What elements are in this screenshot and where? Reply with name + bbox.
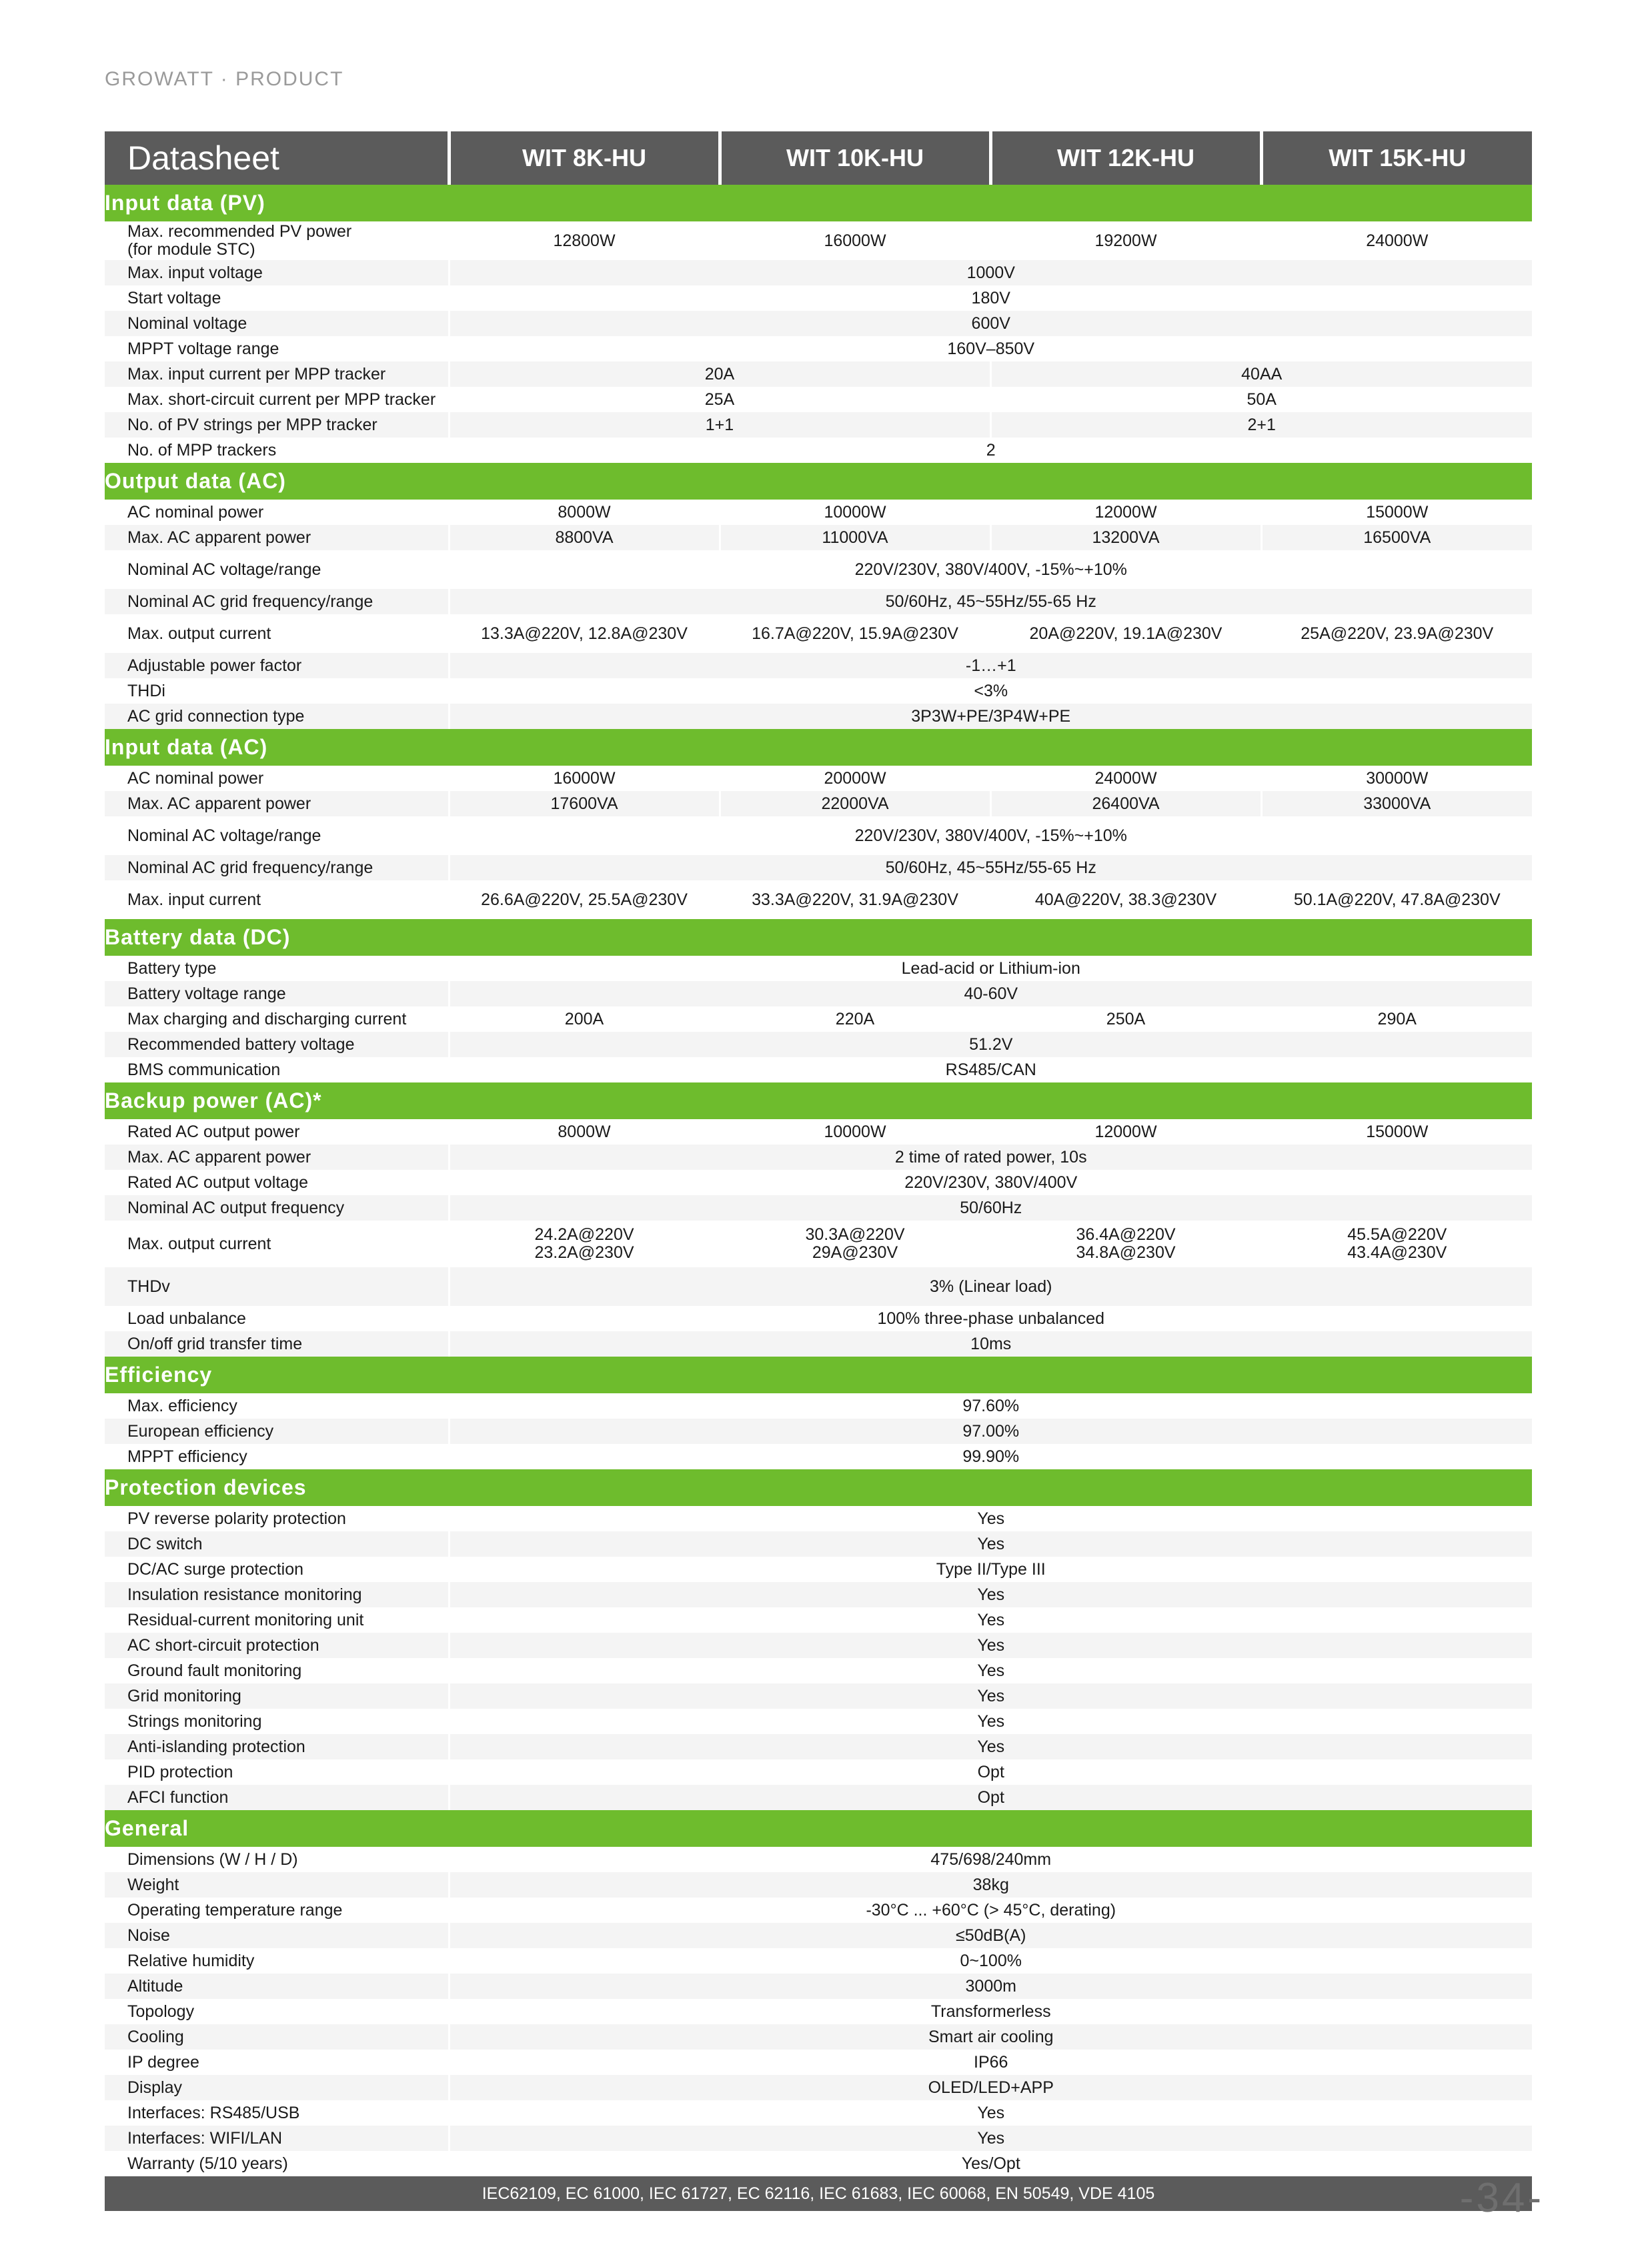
row-label: Nominal AC voltage/range bbox=[105, 816, 449, 855]
row-value: 180V bbox=[449, 285, 1532, 311]
section-title: Battery data (DC) bbox=[105, 919, 1532, 956]
table-row bbox=[105, 2126, 1532, 2151]
row-label: Interfaces: RS485/USB bbox=[105, 2100, 449, 2126]
row-value: 10000W bbox=[720, 500, 990, 525]
table-row bbox=[105, 1267, 1532, 1306]
row-value: 25A bbox=[449, 387, 990, 412]
row-label: Max. efficiency bbox=[105, 1393, 449, 1419]
table-row bbox=[105, 336, 1532, 361]
brand-label: GROWATT · PRODUCT bbox=[105, 68, 344, 90]
row-value: 19200W bbox=[990, 221, 1261, 260]
row-label: AC nominal power bbox=[105, 500, 449, 525]
datasheet-table bbox=[105, 131, 1532, 2211]
row-value: 2 bbox=[449, 438, 1532, 463]
section-backup-power-ac bbox=[105, 1082, 1532, 1357]
row-value: OLED/LED+APP bbox=[449, 2075, 1532, 2100]
row-label: MPPT efficiency bbox=[105, 1444, 449, 1469]
row-value: Smart air cooling bbox=[449, 2024, 1532, 2050]
section-input-data-pv bbox=[105, 185, 1532, 463]
standards-footer bbox=[105, 2176, 1532, 2211]
table-row bbox=[105, 1170, 1532, 1195]
row-value: 97.00% bbox=[449, 1419, 1532, 1444]
row-value: 50/60Hz, 45~55Hz/55-65 Hz bbox=[449, 855, 1532, 880]
row-value: 40AA bbox=[990, 361, 1532, 387]
row-value: RS485/CAN bbox=[449, 1057, 1532, 1082]
table-row bbox=[105, 525, 1532, 550]
table-row bbox=[105, 1582, 1532, 1607]
row-label: Load unbalance bbox=[105, 1306, 449, 1331]
row-value: 24000W bbox=[990, 766, 1261, 791]
row-value: 250A bbox=[990, 1006, 1261, 1032]
row-label: Noise bbox=[105, 1923, 449, 1948]
row-value: 22000VA bbox=[720, 791, 990, 816]
row-value: 36.4A@220V 34.8A@230V bbox=[990, 1221, 1261, 1267]
row-value: 50.1A@220V, 47.8A@230V bbox=[1261, 880, 1532, 919]
table-row bbox=[105, 1607, 1532, 1633]
row-value: 97.60% bbox=[449, 1393, 1532, 1419]
row-label: Max. AC apparent power bbox=[105, 525, 449, 550]
row-label: Rated AC output voltage bbox=[105, 1170, 449, 1195]
table-row bbox=[105, 550, 1532, 589]
section-title: Output data (AC) bbox=[105, 463, 1532, 500]
section-efficiency bbox=[105, 1357, 1532, 1469]
row-value: Type II/Type III bbox=[449, 1557, 1532, 1582]
row-value: 45.5A@220V 43.4A@230V bbox=[1261, 1221, 1532, 1267]
row-value: 600V bbox=[449, 311, 1532, 336]
table-row bbox=[105, 791, 1532, 816]
table-row bbox=[105, 438, 1532, 463]
row-value: 51.2V bbox=[449, 1032, 1532, 1057]
model-header: WIT 12K-HU bbox=[990, 131, 1261, 185]
row-label: Max. input voltage bbox=[105, 260, 449, 285]
table-row bbox=[105, 1898, 1532, 1923]
table-row bbox=[105, 1057, 1532, 1082]
section-header bbox=[105, 1357, 1532, 1393]
section-header bbox=[105, 919, 1532, 956]
row-label: DC/AC surge protection bbox=[105, 1557, 449, 1582]
row-label: BMS communication bbox=[105, 1057, 449, 1082]
table-row bbox=[105, 2024, 1532, 2050]
row-value: -30°C ... +60°C (> 45°C, derating) bbox=[449, 1898, 1532, 1923]
table-row bbox=[105, 1506, 1532, 1531]
row-label: Start voltage bbox=[105, 285, 449, 311]
table-row bbox=[105, 1923, 1532, 1948]
table-row bbox=[105, 361, 1532, 387]
row-label: Topology bbox=[105, 1999, 449, 2024]
row-value: <3% bbox=[449, 678, 1532, 704]
table-row bbox=[105, 412, 1532, 438]
row-label: Max. input current per MPP tracker bbox=[105, 361, 449, 387]
row-label: Altitude bbox=[105, 1974, 449, 1999]
row-value: Opt bbox=[449, 1759, 1532, 1785]
row-value: 20A@220V, 19.1A@230V bbox=[990, 614, 1261, 653]
row-value: 10000W bbox=[720, 1119, 990, 1145]
row-label: Cooling bbox=[105, 2024, 449, 2050]
table-row bbox=[105, 1145, 1532, 1170]
model-header: WIT 10K-HU bbox=[720, 131, 990, 185]
row-value: Yes bbox=[449, 1709, 1532, 1734]
row-value: 11000VA bbox=[720, 525, 990, 550]
row-value: 100% three-phase unbalanced bbox=[449, 1306, 1532, 1331]
row-value: 17600VA bbox=[449, 791, 720, 816]
row-label: Nominal voltage bbox=[105, 311, 449, 336]
row-value: 16000W bbox=[449, 766, 720, 791]
table-row bbox=[105, 956, 1532, 981]
table-row bbox=[105, 653, 1532, 678]
row-label: Relative humidity bbox=[105, 1948, 449, 1974]
row-value: 13.3A@220V, 12.8A@230V bbox=[449, 614, 720, 653]
row-label: Grid monitoring bbox=[105, 1683, 449, 1709]
table-row bbox=[105, 1419, 1532, 1444]
row-value: 2+1 bbox=[990, 412, 1532, 438]
row-value: 475/698/240mm bbox=[449, 1847, 1532, 1872]
table-row bbox=[105, 500, 1532, 525]
row-value: Yes bbox=[449, 1683, 1532, 1709]
table-row bbox=[105, 2050, 1532, 2075]
row-value: Yes/Opt bbox=[449, 2151, 1532, 2176]
table-row bbox=[105, 2151, 1532, 2176]
section-title: Input data (AC) bbox=[105, 729, 1532, 766]
row-value: 1+1 bbox=[449, 412, 990, 438]
row-value: 10ms bbox=[449, 1331, 1532, 1357]
table-row bbox=[105, 1785, 1532, 1810]
row-value: 8800VA bbox=[449, 525, 720, 550]
table-row bbox=[105, 1306, 1532, 1331]
row-label: Max. output current bbox=[105, 1221, 449, 1267]
section-header bbox=[105, 463, 1532, 500]
table-row bbox=[105, 1444, 1532, 1469]
row-label: THDv bbox=[105, 1267, 449, 1306]
section-header bbox=[105, 1810, 1532, 1847]
table-row bbox=[105, 387, 1532, 412]
row-label: Max. input current bbox=[105, 880, 449, 919]
table-row bbox=[105, 1974, 1532, 1999]
row-label: Max. recommended PV power (for module STC) bbox=[105, 221, 449, 260]
table-row bbox=[105, 1709, 1532, 1734]
table-row bbox=[105, 1759, 1532, 1785]
row-value: 15000W bbox=[1261, 1119, 1532, 1145]
table-header bbox=[105, 131, 1532, 185]
row-value: 20000W bbox=[720, 766, 990, 791]
table-row bbox=[105, 1557, 1532, 1582]
model-header: WIT 15K-HU bbox=[1261, 131, 1532, 185]
table-row bbox=[105, 1633, 1532, 1658]
row-value: Yes bbox=[449, 1582, 1532, 1607]
row-value: Yes bbox=[449, 1531, 1532, 1557]
row-value: Transformerless bbox=[449, 1999, 1532, 2024]
section-title: Protection devices bbox=[105, 1469, 1532, 1506]
row-label: Interfaces: WIFI/LAN bbox=[105, 2126, 449, 2151]
row-value: Opt bbox=[449, 1785, 1532, 1810]
row-value: Yes bbox=[449, 1506, 1532, 1531]
row-value: 3% (Linear load) bbox=[449, 1267, 1532, 1306]
section-header bbox=[105, 1082, 1532, 1119]
row-label: Nominal AC output frequency bbox=[105, 1195, 449, 1221]
row-value: Yes bbox=[449, 1658, 1532, 1683]
table-row bbox=[105, 1393, 1532, 1419]
row-label: Warranty (5/10 years) bbox=[105, 2151, 449, 2176]
row-value: Yes bbox=[449, 2100, 1532, 2126]
row-label: IP degree bbox=[105, 2050, 449, 2075]
row-label: PID protection bbox=[105, 1759, 449, 1785]
table-row bbox=[105, 1847, 1532, 1872]
table-row bbox=[105, 981, 1532, 1006]
row-label: Rated AC output power bbox=[105, 1119, 449, 1145]
row-label: Anti-islanding protection bbox=[105, 1734, 449, 1759]
row-value: 50/60Hz, 45~55Hz/55-65 Hz bbox=[449, 589, 1532, 614]
row-label: Max. output current bbox=[105, 614, 449, 653]
row-value: 0~100% bbox=[449, 1948, 1532, 1974]
row-label: Strings monitoring bbox=[105, 1709, 449, 1734]
row-value: Lead-acid or Lithium-ion bbox=[449, 956, 1532, 981]
row-value: 15000W bbox=[1261, 500, 1532, 525]
row-label: MPPT voltage range bbox=[105, 336, 449, 361]
row-label: Nominal AC voltage/range bbox=[105, 550, 449, 589]
table-row bbox=[105, 285, 1532, 311]
row-label: AFCI function bbox=[105, 1785, 449, 1810]
table-row bbox=[105, 1331, 1532, 1357]
row-value: 220A bbox=[720, 1006, 990, 1032]
table-row bbox=[105, 221, 1532, 260]
table-row bbox=[105, 1872, 1532, 1898]
row-value: 30.3A@220V 29A@230V bbox=[720, 1221, 990, 1267]
row-value: 12000W bbox=[990, 500, 1261, 525]
row-value: 26.6A@220V, 25.5A@230V bbox=[449, 880, 720, 919]
model-header: WIT 8K-HU bbox=[449, 131, 720, 185]
section-protection-devices bbox=[105, 1469, 1532, 1810]
row-label: AC short-circuit protection bbox=[105, 1633, 449, 1658]
row-value: 30000W bbox=[1261, 766, 1532, 791]
row-value: 12800W bbox=[449, 221, 720, 260]
row-label: PV reverse polarity protection bbox=[105, 1506, 449, 1531]
table-row bbox=[105, 1683, 1532, 1709]
row-value: 160V–850V bbox=[449, 336, 1532, 361]
row-value: 220V/230V, 380V/400V bbox=[449, 1170, 1532, 1195]
table-row bbox=[105, 589, 1532, 614]
row-label: AC nominal power bbox=[105, 766, 449, 791]
row-label: Operating temperature range bbox=[105, 1898, 449, 1923]
table-row bbox=[105, 1006, 1532, 1032]
table-row bbox=[105, 2075, 1532, 2100]
section-header bbox=[105, 185, 1532, 221]
table-row bbox=[105, 1999, 1532, 2024]
row-value: 20A bbox=[449, 361, 990, 387]
row-value: 220V/230V, 380V/400V, -15%~+10% bbox=[449, 550, 1532, 589]
row-label: Battery type bbox=[105, 956, 449, 981]
section-general bbox=[105, 1810, 1532, 2176]
row-label: Max. AC apparent power bbox=[105, 1145, 449, 1170]
section-header bbox=[105, 1469, 1532, 1506]
table-row bbox=[105, 766, 1532, 791]
table-row bbox=[105, 855, 1532, 880]
row-label: Nominal AC grid frequency/range bbox=[105, 855, 449, 880]
section-header bbox=[105, 729, 1532, 766]
row-value: 16500VA bbox=[1261, 525, 1532, 550]
table-row bbox=[105, 2100, 1532, 2126]
row-value: 16000W bbox=[720, 221, 990, 260]
row-value: 1000V bbox=[449, 260, 1532, 285]
table-row bbox=[105, 1195, 1532, 1221]
row-value: 3P3W+PE/3P4W+PE bbox=[449, 704, 1532, 729]
section-title: Efficiency bbox=[105, 1357, 1532, 1393]
page-number: -34- bbox=[1459, 2175, 1544, 2221]
row-label: Dimensions (W / H / D) bbox=[105, 1847, 449, 1872]
table-row bbox=[105, 1948, 1532, 1974]
row-label: On/off grid transfer time bbox=[105, 1331, 449, 1357]
row-label: THDi bbox=[105, 678, 449, 704]
row-value: 8000W bbox=[449, 1119, 720, 1145]
row-value: 220V/230V, 380V/400V, -15%~+10% bbox=[449, 816, 1532, 855]
row-value: 40-60V bbox=[449, 981, 1532, 1006]
row-label: Recommended battery voltage bbox=[105, 1032, 449, 1057]
row-value: 8000W bbox=[449, 500, 720, 525]
row-label: Weight bbox=[105, 1872, 449, 1898]
row-value: 2 time of rated power, 10s bbox=[449, 1145, 1532, 1170]
section-battery-data-dc bbox=[105, 919, 1532, 1082]
row-label: Residual-current monitoring unit bbox=[105, 1607, 449, 1633]
row-value: 33.3A@220V, 31.9A@230V bbox=[720, 880, 990, 919]
row-value: 38kg bbox=[449, 1872, 1532, 1898]
table-row bbox=[105, 1658, 1532, 1683]
row-label: Max charging and discharging current bbox=[105, 1006, 449, 1032]
table-row bbox=[105, 311, 1532, 336]
row-value: 99.90% bbox=[449, 1444, 1532, 1469]
row-value: Yes bbox=[449, 2126, 1532, 2151]
table-row bbox=[105, 1032, 1532, 1057]
row-label: Nominal AC grid frequency/range bbox=[105, 589, 449, 614]
table-row bbox=[105, 1734, 1532, 1759]
row-label: Insulation resistance monitoring bbox=[105, 1582, 449, 1607]
table-row bbox=[105, 260, 1532, 285]
table-row bbox=[105, 1531, 1532, 1557]
section-input-data-ac bbox=[105, 729, 1532, 919]
row-value: 24.2A@220V 23.2A@230V bbox=[449, 1221, 720, 1267]
row-value: Yes bbox=[449, 1633, 1532, 1658]
section-output-data-ac bbox=[105, 463, 1532, 729]
row-value: ≤50dB(A) bbox=[449, 1923, 1532, 1948]
table-row bbox=[105, 1119, 1532, 1145]
table-row bbox=[105, 678, 1532, 704]
row-value: 16.7A@220V, 15.9A@230V bbox=[720, 614, 990, 653]
row-value: 3000m bbox=[449, 1974, 1532, 1999]
row-label: DC switch bbox=[105, 1531, 449, 1557]
section-title: Backup power (AC)* bbox=[105, 1082, 1532, 1119]
row-value: 33000VA bbox=[1261, 791, 1532, 816]
row-value: 290A bbox=[1261, 1006, 1532, 1032]
row-label: Max. short-circuit current per MPP tracker bbox=[105, 387, 449, 412]
row-label: AC grid connection type bbox=[105, 704, 449, 729]
row-label: Adjustable power factor bbox=[105, 653, 449, 678]
row-value: 50/60Hz bbox=[449, 1195, 1532, 1221]
row-value: 25A@220V, 23.9A@230V bbox=[1261, 614, 1532, 653]
row-value: 12000W bbox=[990, 1119, 1261, 1145]
row-value: 50A bbox=[990, 387, 1532, 412]
row-value: IP66 bbox=[449, 2050, 1532, 2075]
row-value: 13200VA bbox=[990, 525, 1261, 550]
row-value: 26400VA bbox=[990, 791, 1261, 816]
row-label: European efficiency bbox=[105, 1419, 449, 1444]
row-label: Ground fault monitoring bbox=[105, 1658, 449, 1683]
row-label: No. of PV strings per MPP tracker bbox=[105, 412, 449, 438]
section-title: Input data (PV) bbox=[105, 185, 1532, 221]
row-value: Yes bbox=[449, 1734, 1532, 1759]
row-value: 40A@220V, 38.3@230V bbox=[990, 880, 1261, 919]
table-row bbox=[105, 880, 1532, 919]
table-row bbox=[105, 816, 1532, 855]
row-label: Battery voltage range bbox=[105, 981, 449, 1006]
row-value: 200A bbox=[449, 1006, 720, 1032]
standards-text: IEC62109, EC 61000, IEC 61727, EC 62116, IEC 61683, IEC 60068, EN 50549, VDE 4105 bbox=[105, 2176, 1532, 2211]
row-label: No. of MPP trackers bbox=[105, 438, 449, 463]
row-value: 24000W bbox=[1261, 221, 1532, 260]
row-value: -1…+1 bbox=[449, 653, 1532, 678]
table-row bbox=[105, 704, 1532, 729]
row-label: Display bbox=[105, 2075, 449, 2100]
table-row bbox=[105, 1221, 1532, 1267]
table-row bbox=[105, 614, 1532, 653]
row-value: Yes bbox=[449, 1607, 1532, 1633]
datasheet-title: Datasheet bbox=[105, 131, 449, 185]
row-label: Max. AC apparent power bbox=[105, 791, 449, 816]
section-title: General bbox=[105, 1810, 1532, 1847]
